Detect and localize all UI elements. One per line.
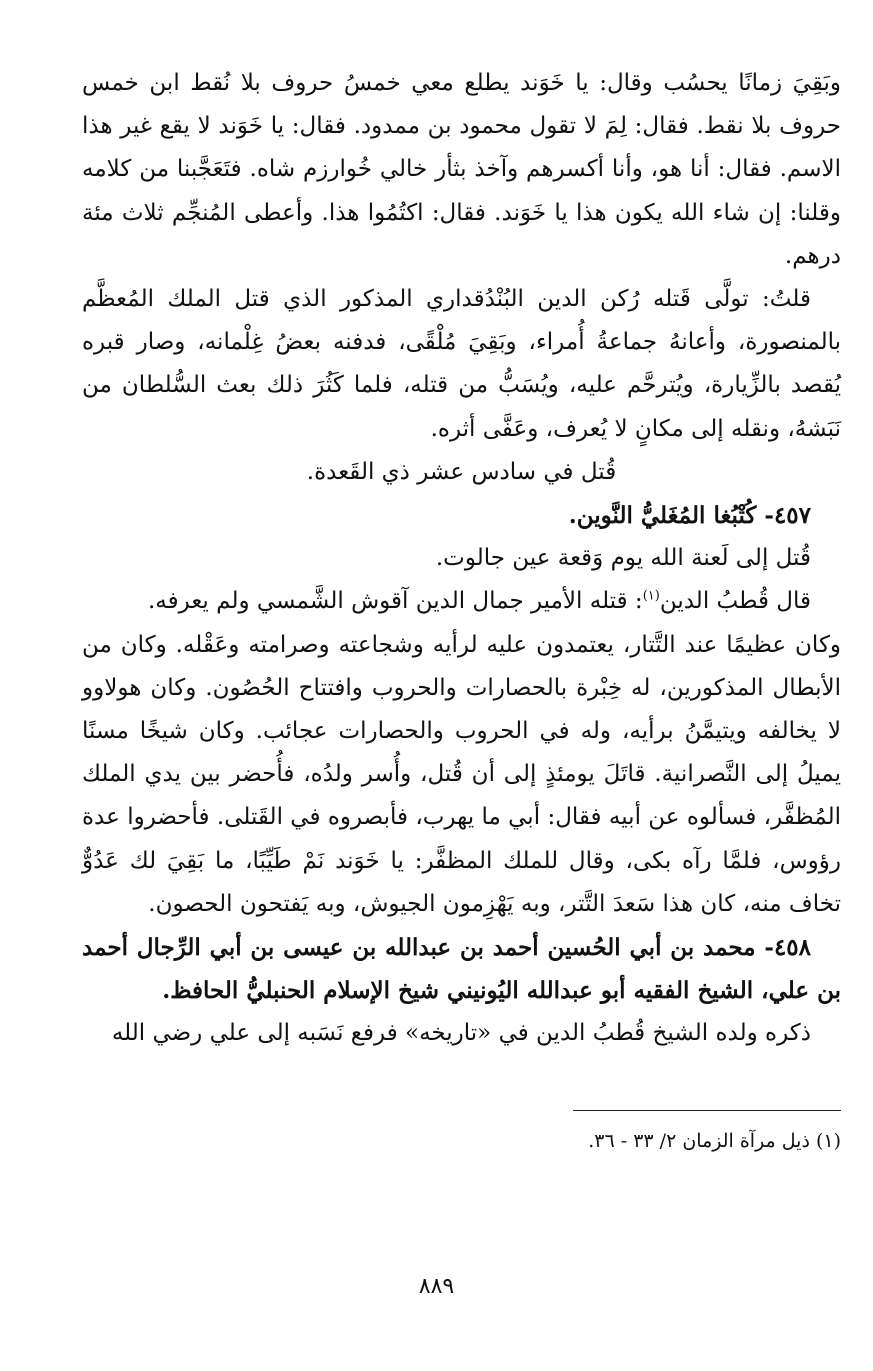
footnote-separator — [573, 1110, 841, 1111]
paragraph-death-date: قُتل في سادس عشر ذي القَعدة. — [306, 458, 617, 485]
paragraph-kitbugha-bio: وكان عظيمًا عند التَّتار، يعتمدون عليه لرأيه وشجاعته وصرامته وعَقْله. وكان من الأبطال المذكورين، له خِبْرة بالحصارات والحروب وافتتاح الحُصُون. وكان هولاوو لا يخالفه ويتيمَّنُ برأيه، وله في الحروب والحصارات عجائب. وكان شيخًا مسنًا يميلُ إلى النَّصرانية. قاتَلَ يومئذٍ إلى أن قُتل، وأُسر ولدُه، فأُحضر بين يدي الملك المُظفَّر، فسألوه عن أبيه فقال: أبي ما يهرب، فأبصروه في القَتلى. فأحضروا عدة رؤوس، فلمَّا رآه بكى، وقال للملك المظفَّر: يا خَوَند نَمْ طَيِّبًا، ما بَقِيَ لك عَدُوٌّ تخاف منه، كان هذا سَعدَ التَّتر، وبه يَهْزِمون الجيوش، وبه يَفتحون الحصون. — [82, 631, 841, 917]
paragraph-killed-ain-jalut: قُتل إلى لَعنة الله يوم وَقعة عين جالوت. — [435, 545, 811, 572]
page-number: ٨٨٩ — [418, 1274, 455, 1299]
entry-heading-458: ٤٥٨- محمد بن أبي الحُسين أحمد بن عبدالله بن عيسى بن أبي الرِّجال أحمد بن علي، الشيخ الفقيه أبو عبدالله اليُونيني شيخ الإسلام الحنبليُّ الحافظ. — [82, 934, 841, 1005]
footnote: (١) ذيل مرآة الزمان ٢/ ٣٣ - ٣٦. — [588, 1130, 841, 1152]
quote-body-text: : قتله الأمير جمال الدين آقوش الشَّمسي ولم يعرفه. — [148, 588, 643, 615]
entry-heading-457: ٤٥٧- كُتْبُغا المُغَليُّ النَّوين. — [568, 502, 811, 530]
paragraph-astrologer: وبَقِيَ زمانًا يحسُب وقال: يا خَوَند يطلع معي خمسُ حروف بلا نُقط ابن خمس حروف بلا نقط. فقال: لِمَ لا تقول محمود بن ممدود. فقال: يا خَوَند لا يقع غير هذا الاسم. فقال: أنا هو، وأنا أكسرهم وآخذ بثأر خالي خُوارزم شاه. فتَعَجَّبنا من كلامه وقلنا: إن شاء الله يكون هذا يا خَوَند. فقال: اكتُمُوا هذا. وأعطى المُنجِّم ثلاث مئة درهم. — [82, 70, 841, 269]
paragraph-yunini-intro: ذكره ولده الشيخ قُطبُ الدين في «تاريخه» فرفع نَسَبه إلى علي رضي الله — [111, 1020, 811, 1047]
footnote-reference: (١) — [642, 588, 660, 604]
paragraph-qutb-aldin-quote — [82, 580, 841, 623]
quote-lead-text: قال قُطبُ الدين — [659, 588, 811, 615]
paragraph-author-note: قلتُ: تولَّى قَتله رُكن الدين البُنْدُقداري المذكور الذي قتل الملك المُعظَّم بالمنصورة، وأعانهُ جماعةُ أُمراء، وبَقِيَ مُلْقًى، فدفنه بعضُ غِلْمانه، وصار قبره يُقصد بالزِّيارة، ويُترحَّم عليه، ويُسَبُّ من قتله، فلما كَثُرَ ذلك بعث السُّلطان من نَبَشهُ، ونقله إلى مكانٍ لا يُعرف، وعَفَّى أثره. — [82, 286, 841, 442]
